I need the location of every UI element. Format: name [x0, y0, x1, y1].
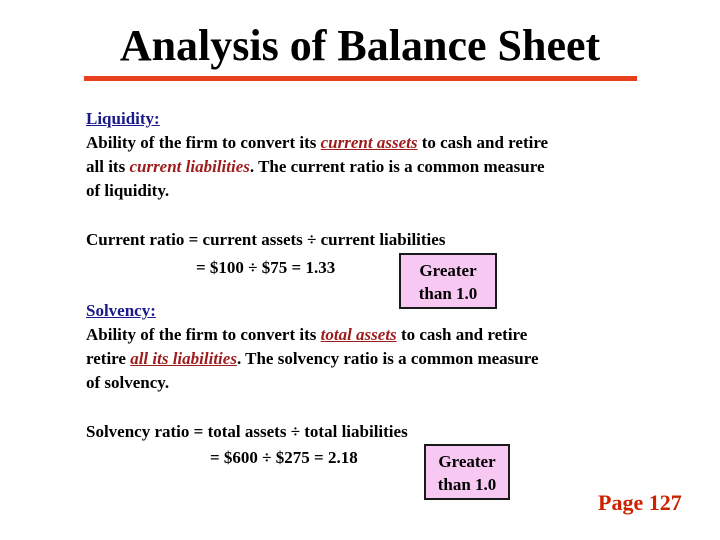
total-assets-term: total assets — [320, 325, 397, 344]
page-number: Page 127 — [598, 490, 682, 515]
liquidity-text: Ability of the firm to convert its — [86, 133, 321, 152]
callout-line: Greater — [419, 261, 477, 280]
current-ratio-callout — [399, 253, 497, 309]
liquidity-definition-line-2 — [86, 155, 545, 178]
liquidity-text: all its — [86, 157, 130, 176]
title-underline — [84, 76, 637, 81]
solvency-heading: Solvency: — [86, 301, 156, 320]
solvency-definition-line-2 — [86, 347, 539, 370]
liquidity-definition-line-3: of liquidity. — [86, 181, 170, 200]
solvency-definition-line-1 — [86, 323, 527, 346]
callout-line: Greater — [438, 452, 496, 471]
liquidity-text: to cash and retire — [417, 133, 549, 152]
current-ratio-calculation: = $100 ÷ $75 = 1.33 — [196, 258, 336, 277]
solvency-definition-line-3: of solvency. — [86, 373, 170, 392]
callout-line: than 1.0 — [418, 284, 478, 303]
current-assets-term: current assets — [320, 133, 418, 152]
current-ratio-formula: Current ratio = current assets ÷ current liabilities — [86, 230, 446, 249]
solvency-text: . The solvency ratio is a common measure — [236, 349, 539, 368]
liquidity-text: . The current ratio is a common measure — [249, 157, 545, 176]
all-liabilities-term: all its liabilities — [130, 349, 237, 368]
page-title: Analysis of Balance Sheet — [119, 21, 601, 70]
solvency-text: Ability of the firm to convert its — [86, 325, 321, 344]
liquidity-heading: Liquidity: — [86, 109, 160, 128]
solvency-text: to cash and retire — [396, 325, 528, 344]
callout-line: than 1.0 — [437, 475, 497, 494]
solvency-ratio-callout — [424, 444, 510, 500]
solvency-ratio-calculation: = $600 ÷ $275 = 2.18 — [210, 448, 358, 467]
solvency-text: retire — [86, 349, 131, 368]
solvency-ratio-formula: Solvency ratio = total assets ÷ total liabilities — [86, 422, 408, 441]
current-liabilities-term: current liabilities — [129, 157, 250, 176]
liquidity-definition-line-1 — [86, 131, 548, 154]
